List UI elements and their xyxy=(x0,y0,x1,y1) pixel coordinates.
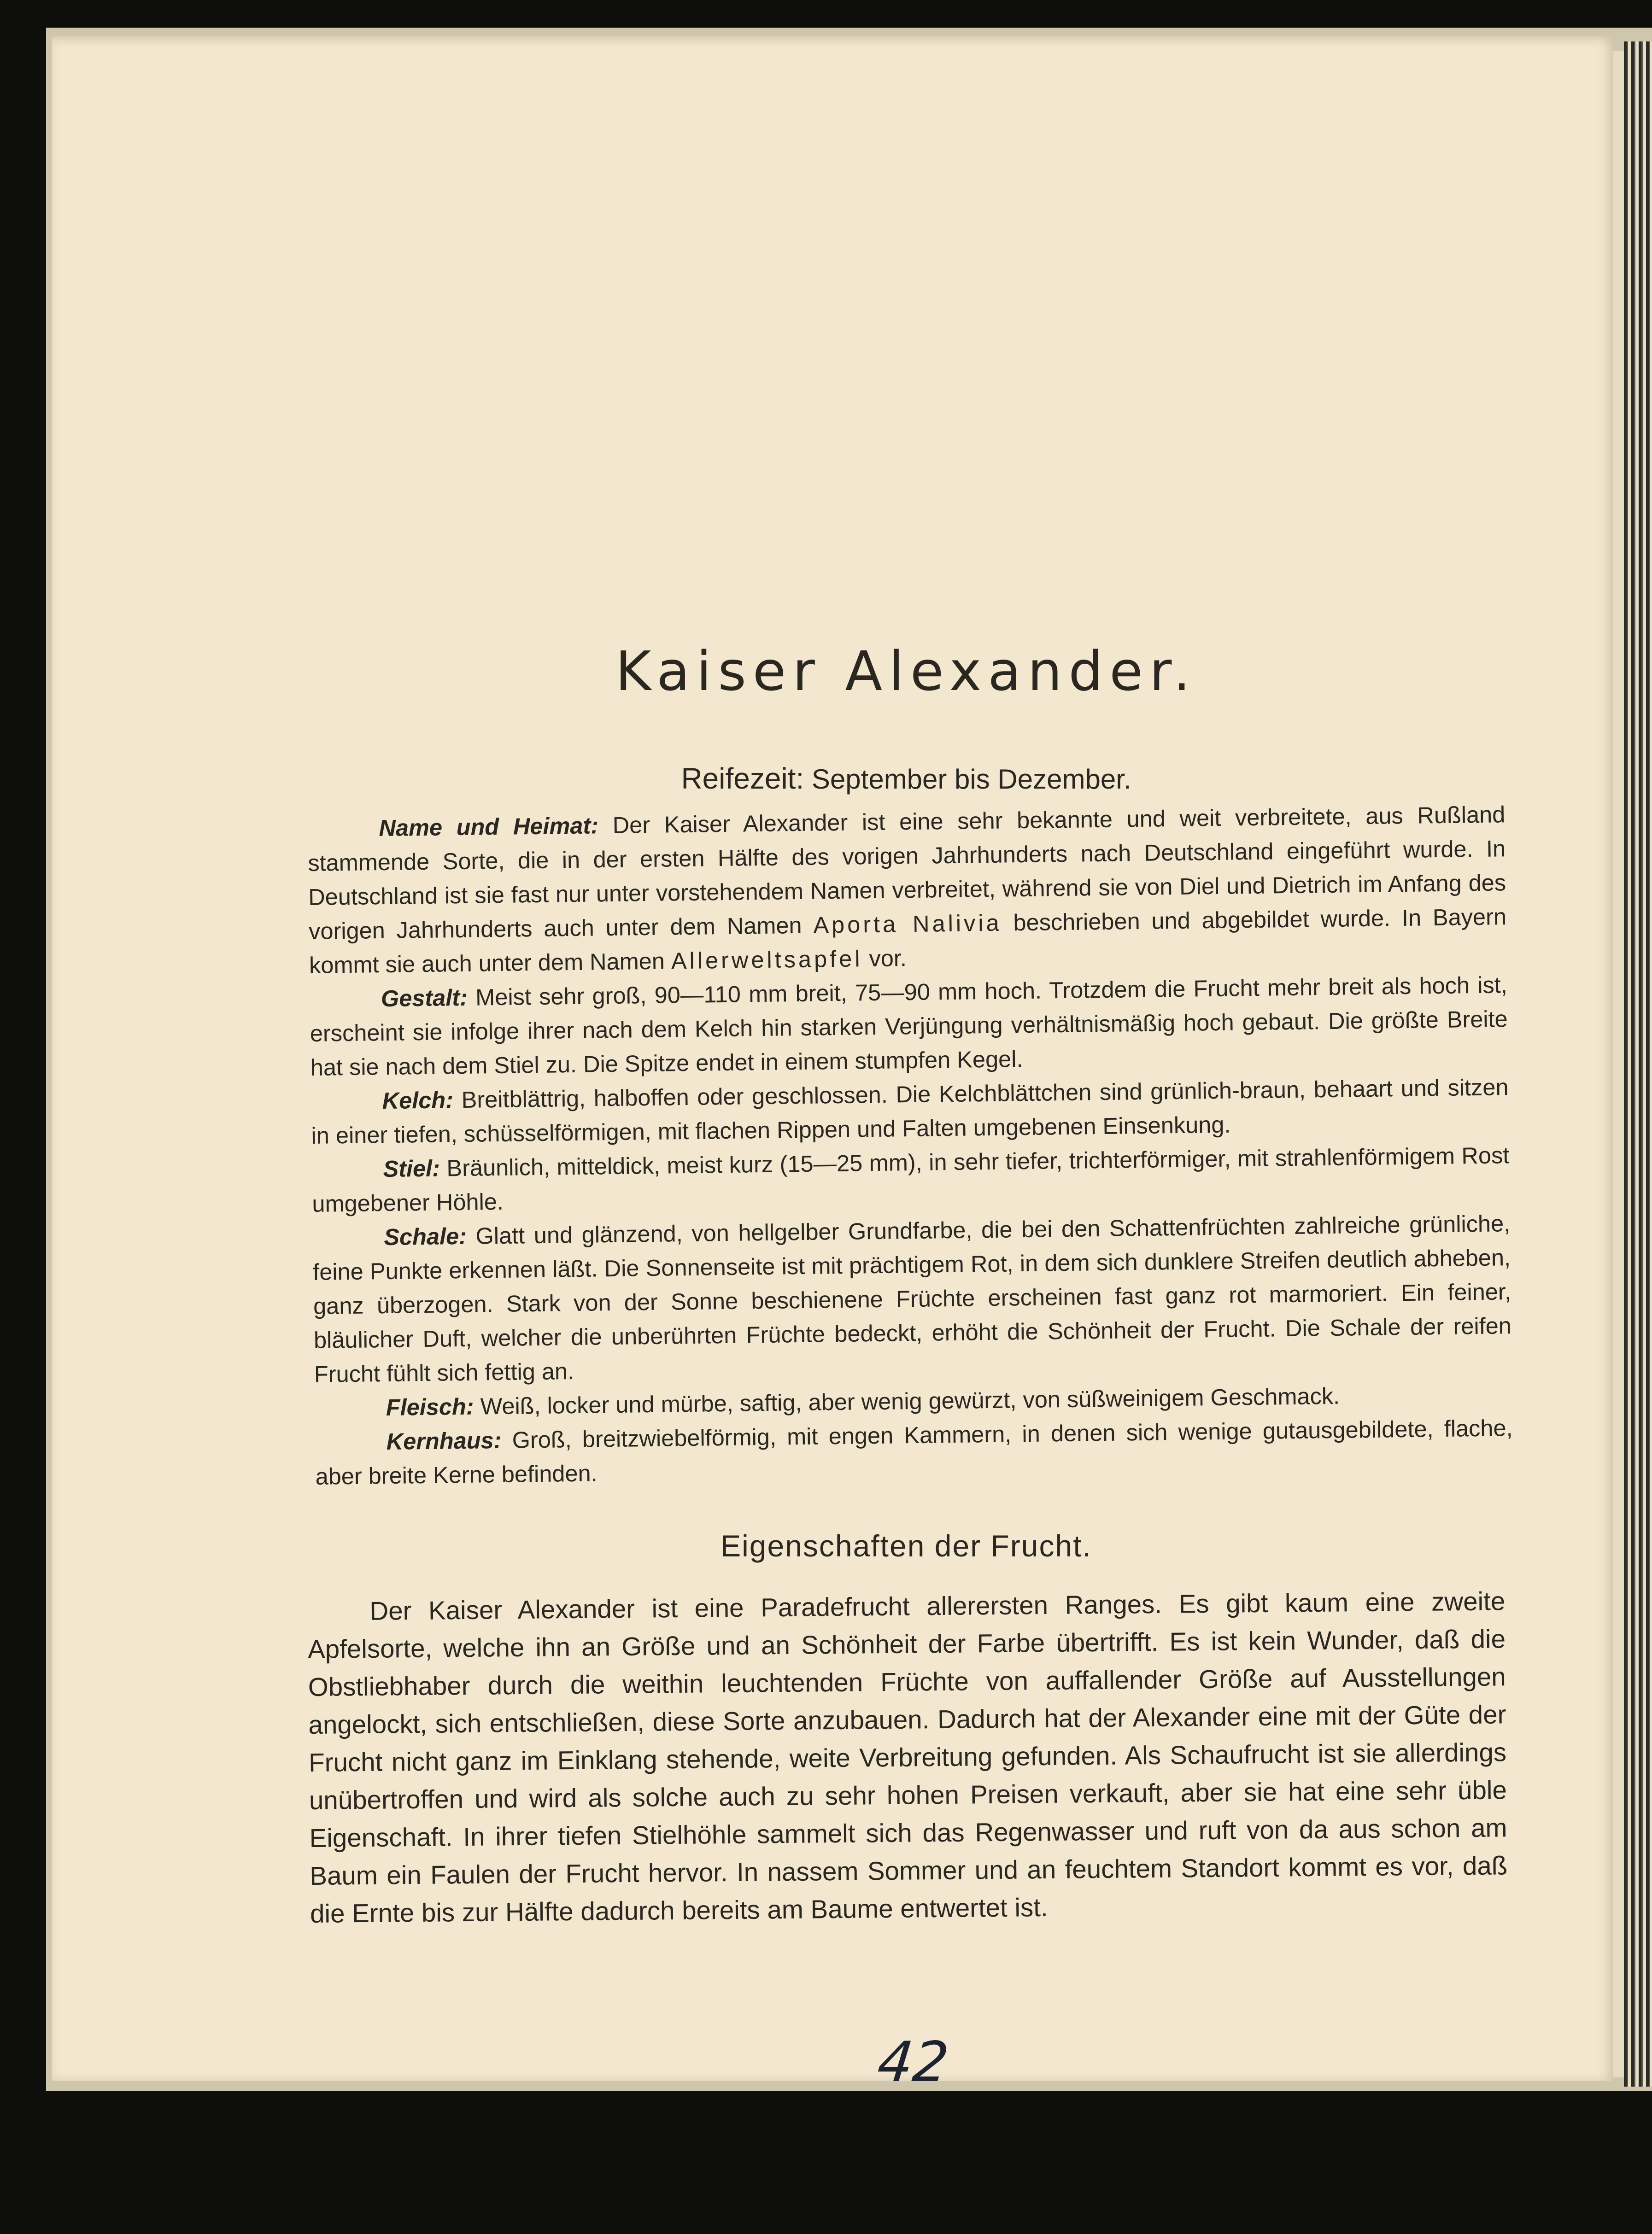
description-term: Kernhaus: xyxy=(386,1427,502,1455)
section-title: Eigenschaften der Frucht. xyxy=(721,1529,1092,1563)
description-term: Schale: xyxy=(383,1222,467,1251)
description-paragraph xyxy=(315,1411,1513,1494)
description-text: Breitblättrig, halboffen oder geschlossen. Die Kelchblättchen sind grünlich-braun, behaart und sitzen in einer tiefen, schüsselförmigen, mit flachen Rippen und Falten umgebenen Einsenkung. xyxy=(311,1074,1509,1149)
description-term: Fleisch: xyxy=(386,1393,474,1421)
description-text: Meist sehr groß, 90—110 mm breit, 75—90 mm hoch. Trotzdem die Frucht mehr breit als hoch ist, erscheint sie infolge ihrer nach dem Kelch hin starken Verjüngung verhältnismäßig hoch gebaut. Die größte Breite hat sie nach dem Stiel zu. Die Spitze endet in einem stumpfen Kegel. xyxy=(310,971,1508,1081)
description-paragraph xyxy=(312,1206,1512,1392)
variety-synonym: Aporta Nalivia xyxy=(813,909,1002,938)
description-text: Groß, breitzwiebelförmig, mit engen Kammern, in denen sich wenige gutausgebildete, flache, aber breite Kerne befinden. xyxy=(315,1415,1513,1490)
ripening-line xyxy=(307,761,1505,795)
ripening-value: September bis Dezember. xyxy=(811,764,1131,795)
description-text: Bräunlich, mitteldick, meist kurz (15—25 mm), in sehr tiefer, trichterförmiger, mit strahlenförmigem Rost umgebener Höhle. xyxy=(312,1142,1510,1217)
page-title: Kaiser Alexander. xyxy=(615,639,1197,703)
description-paragraph xyxy=(310,968,1509,1085)
description-term: Kelch: xyxy=(382,1087,454,1114)
properties-section xyxy=(307,1582,1508,1933)
description-text: Der Kaiser Alexander ist eine sehr bekannte und weit verbreitete, aus Rußland stammende Sorte, die in der ersten Hälfte des vorigen Jahrhunderts nach Deutschland eingeführt wurde. In Deutschland ist sie fast nur unter vorstehendem Namen verbreitet, während sie von Diel und Dietrich im Anfang des vorigen Jahrhunderts auch unter dem Namen xyxy=(308,801,1506,944)
description-text: beschrieben und abgebildet wurde. In Bayern kommt sie auch unter dem Namen xyxy=(309,903,1507,978)
description-term: Name und Heimat: xyxy=(379,812,599,842)
binding-edge xyxy=(1624,41,1652,2087)
ripening-label: Reifezeit: xyxy=(681,762,804,795)
description-text: Glatt und glänzend, von hellgelber Grundfarbe, die bei den Schattenfrüchten zahlreiche grünliche, feine Punkte erkennen läßt. Die Sonnenseite ist mit prächtigem Rot, in dem sich dunklere Streifen deutlich abheben, ganz überzogen. Stark von der Sonne beschienene Früchte erscheinen fast ganz rot marmoriert. Ein feiner, bläulicher Duft, welcher die unberührten Früchte bedeckt, erhöht die Schönheit der Frucht. Die Schale der reifen Frucht fühlt sich fettig an. xyxy=(312,1210,1512,1387)
description-text: Weiß, locker und mürbe, saftig, aber wenig gewürzt, von süßweinigem Geschmack. xyxy=(480,1382,1340,1420)
page xyxy=(52,36,1613,2094)
variety-description xyxy=(307,797,1513,1494)
description-text: vor. xyxy=(862,945,907,972)
description-paragraph xyxy=(307,797,1507,982)
description-term: Gestalt: xyxy=(381,984,468,1012)
description-term: Stiel: xyxy=(383,1155,440,1182)
properties-paragraph: Der Kaiser Alexander ist eine Paradefrucht allerersten Ranges. Es gibt kaum eine zweite Apfelsorte, welche ihn an Größe und an Schönheit der Farbe übertrifft. Es ist kein Wunder, daß die Obstliebhaber durch die weithin leuchtenden Früchte von auffallender Größe auf Ausstellungen angelockt, sich entschließen, diese Sorte anzubauen. Dadurch hat der Alexander eine mit der Güte der Frucht nicht ganz im Einklang stehende, weite Verbreitung gefunden. Als Schaufrucht ist sie allerdings unübertroffen und wird als solche auch zu sehr hohen Preisen verkauft, aber sie hat eine sehr üble Eigenschaft. In ihrer tiefen Stielhöhle sammelt sich das Regenwasser und ruft von da aus schon am Baum ein Faulen der Frucht hervor. In nassem Sommer und an feuchtem Standort kommt es vor, daß die Ernte bis zur Hälfte dadurch bereits am Baume entwertet ist. xyxy=(307,1586,1508,1928)
page-number: 42 xyxy=(874,2030,952,2094)
variety-synonym: Allerweltsapfel xyxy=(671,945,863,974)
